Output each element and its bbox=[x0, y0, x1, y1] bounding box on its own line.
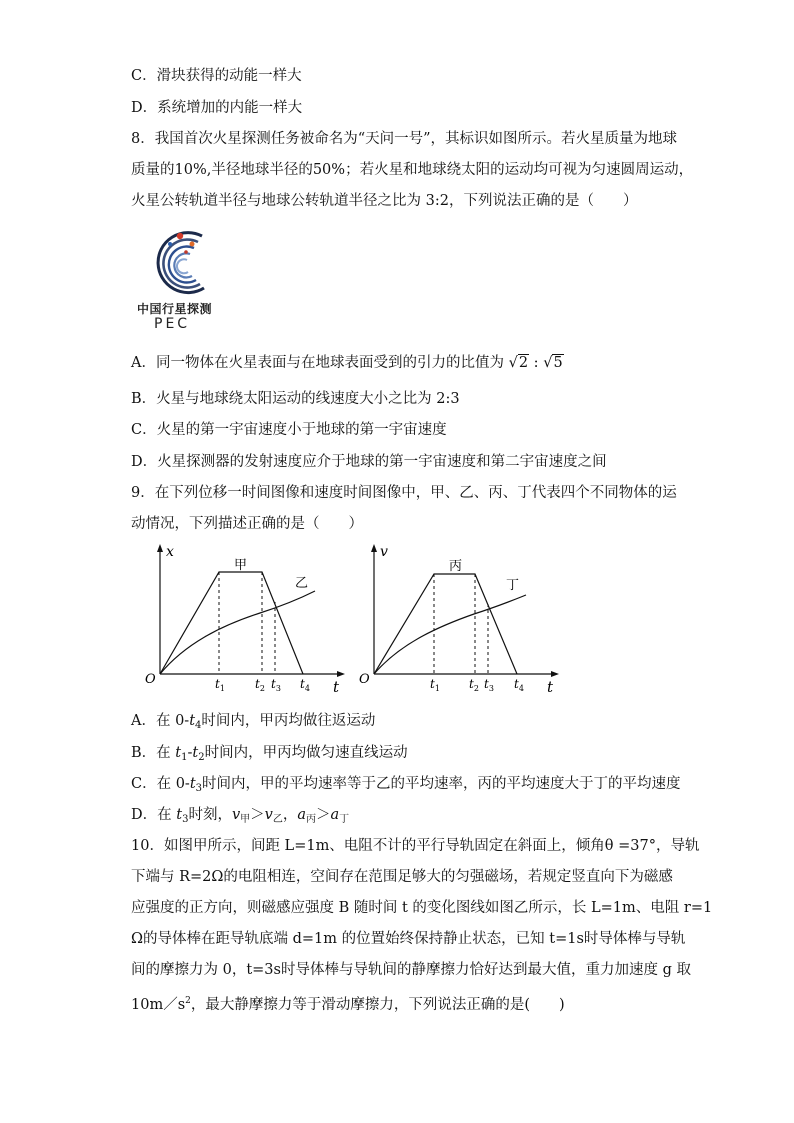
q9-option-b-text: 时间内，甲丙均做匀速直线运动 bbox=[204, 745, 408, 761]
x-t-graph bbox=[140, 540, 355, 700]
q10-line-6-sup: 2 bbox=[185, 996, 191, 1006]
q8-option-d: D．火星探测器的发射速度应介于地球的第一宇宙速度和第二宇宙速度之间 bbox=[131, 454, 607, 470]
graph2-x-label: t bbox=[547, 678, 554, 696]
graph2-tick-t4: $t_4$ bbox=[514, 677, 524, 693]
graph1-x-label: t bbox=[333, 678, 340, 696]
q9-option-c-t: t bbox=[189, 776, 196, 792]
q8-option-b: B．火星与地球绕太阳运动的线速度大小之比为 2:3 bbox=[131, 391, 460, 407]
graph2-tick-t3: $t_3$ bbox=[484, 677, 494, 693]
q10-line-6-prefix: 10m／s bbox=[131, 997, 186, 1013]
q9-option-d-v2: v bbox=[264, 807, 273, 823]
q10-line-3: 应强度的正方向，则磁感应强度 B 随时间 t 的变化图线如图乙所示，长 L=1m、电阻 r=1 bbox=[131, 900, 713, 916]
q9-option-b-sub2: 2 bbox=[198, 752, 205, 763]
q9-option-a bbox=[131, 711, 375, 736]
q7-option-c: C．滑块获得的动能一样大 bbox=[131, 68, 302, 84]
ratio-separator: : bbox=[529, 355, 544, 371]
q8-stem-line-2: 质量的10%,半径地球半径的50%；若火星和地球绕太阳的运动均可视为匀速圆周运动， bbox=[131, 162, 694, 178]
graph1-tick-t1: $t_1$ bbox=[215, 677, 225, 693]
q9-option-b-t2: t bbox=[192, 745, 199, 761]
graph2-origin: O bbox=[359, 672, 370, 687]
graph2-x-arrow bbox=[551, 671, 559, 677]
q10-line-6 bbox=[131, 991, 565, 1015]
q9-option-d-gt1: ＞ bbox=[250, 807, 265, 823]
graph2-ding-label: 丁 bbox=[506, 578, 520, 593]
q9-option-b-sub1: 1 bbox=[181, 752, 188, 763]
graph1-origin: O bbox=[145, 672, 156, 687]
q9-option-c bbox=[131, 774, 681, 799]
q9-option-b-t1: t bbox=[175, 745, 182, 761]
q9-option-d-comma: ， bbox=[282, 807, 298, 823]
graph1-tick-t3: $t_3$ bbox=[271, 677, 281, 693]
q9-option-c-prefix: C．在 0- bbox=[131, 776, 190, 792]
graph1-yi-label: 乙 bbox=[295, 576, 309, 591]
q9-option-d-prefix: D．在 bbox=[131, 807, 177, 823]
q8-stem-line-1: 8．我国首次火星探测任务被命名为“天问一号”，其标识如图所示。若火星质量为地球 bbox=[131, 131, 678, 147]
q8-option-a-text: A．同一物体在火星表面与在地球表面受到的引力的比值为 bbox=[131, 355, 504, 371]
graph1-jia-line bbox=[160, 572, 303, 674]
q9-option-b-dash: - bbox=[187, 745, 193, 761]
graph1-y-arrow bbox=[157, 544, 163, 552]
q9-option-c-sub: 3 bbox=[195, 783, 203, 794]
graph2-y-arrow bbox=[371, 544, 377, 552]
q9-option-d-v1-sub: 甲 bbox=[240, 814, 251, 825]
q9-option-a-text: 时间内，甲丙均做往返运动 bbox=[201, 713, 376, 729]
q8-option-c: C．火星的第一宇宙速度小于地球的第一宇宙速度 bbox=[131, 422, 447, 438]
graph2-tick-t2: $t_2$ bbox=[469, 677, 479, 693]
q9-option-c-text: 时间内，甲的平均速率等于乙的平均速率，丙的平均速度大于丁的平均速度 bbox=[202, 776, 681, 792]
q9-option-a-t: t bbox=[189, 713, 196, 729]
q9-option-d-a1: a bbox=[297, 807, 307, 823]
q9-option-d-v1: v bbox=[231, 807, 241, 823]
q10-line-6-text: ，最大静摩擦力等于滑动摩擦力，下列说法正确的是( ) bbox=[190, 997, 565, 1013]
pec-logo-icon bbox=[140, 222, 220, 300]
q9-option-d-sub: 3 bbox=[182, 814, 189, 825]
graph1-yi-curve bbox=[160, 591, 315, 674]
q10-line-1: 10．如图甲所示，间距 L=1m、电阻不计的平行导轨固定在斜面上，倾角θ =37°，导轨 bbox=[131, 838, 700, 854]
q9-option-a-prefix: A．在 0- bbox=[131, 713, 190, 729]
q8-option-a bbox=[131, 353, 564, 373]
graph2-tick-t1: $t_1$ bbox=[430, 677, 440, 693]
graph1-jia-label: 甲 bbox=[234, 558, 248, 573]
q10-line-4: Ω的导体棒在距导轨底端 d=1m 的位置始终保持静止状态，已知 t=1s时导体棒与导轨 bbox=[131, 931, 686, 947]
q7-option-d: D．系统增加的内能一样大 bbox=[131, 100, 303, 116]
sqrt-5: √5 bbox=[543, 355, 563, 371]
q9-option-d-a2-sub: 丁 bbox=[339, 814, 350, 825]
q8-stem-line-3: 火星公转轨道半径与地球公转轨道半径之比为 3:2，下列说法正确的是（ ） bbox=[131, 193, 638, 209]
q9-option-d-gt2: ＞ bbox=[316, 807, 331, 823]
q9-option-d-a1-sub: 丙 bbox=[306, 814, 317, 825]
graph2-y-label: v bbox=[380, 544, 388, 560]
graph1-y-label: x bbox=[166, 544, 174, 560]
q9-stem-line-1: 9．在下列位移一时间图像和速度时间图像中，甲、乙、丙、丁代表四个不同物体的运 bbox=[131, 485, 677, 501]
q9-option-d-v2-sub: 乙 bbox=[272, 814, 283, 825]
logo-chinese-text: 中国行星探测 bbox=[137, 302, 213, 316]
q9-stem-line-2: 动情况，下列描述正确的是（ ） bbox=[131, 516, 363, 532]
graph2-ding-curve bbox=[374, 595, 526, 674]
sqrt-2-radicand: 2 bbox=[518, 355, 529, 371]
graph1-tick-t4: $t_4$ bbox=[300, 677, 310, 693]
sqrt-5-radicand: 5 bbox=[553, 355, 563, 371]
q10-line-2: 下端与 R=2Ω的电阻相连，空间存在范围足够大的匀强磁场，若规定竖直向下为磁感 bbox=[131, 869, 673, 885]
graph1-x-arrow bbox=[337, 671, 345, 677]
q9-option-d bbox=[131, 805, 349, 830]
q9-option-b bbox=[131, 743, 408, 768]
graph2-bing-line bbox=[374, 574, 520, 674]
q9-option-d-text: 时刻， bbox=[188, 807, 232, 823]
q10-line-5: 间的摩擦力为 0，t=3s时导体棒与导轨间的静摩擦力恰好达到最大值，重力加速度 g 取 bbox=[131, 962, 691, 978]
q9-option-a-sub: 4 bbox=[195, 720, 202, 731]
q9-option-b-prefix: B．在 bbox=[131, 745, 176, 761]
q9-option-d-t: t bbox=[176, 807, 183, 823]
graph1-tick-t2: $t_2$ bbox=[255, 677, 265, 693]
graph2-bing-label: 丙 bbox=[449, 559, 463, 574]
logo-pec-text: PEC bbox=[154, 316, 191, 332]
sqrt-2: √2 bbox=[508, 355, 529, 371]
v-t-graph bbox=[354, 540, 569, 700]
q9-option-d-a2: a bbox=[330, 807, 340, 823]
